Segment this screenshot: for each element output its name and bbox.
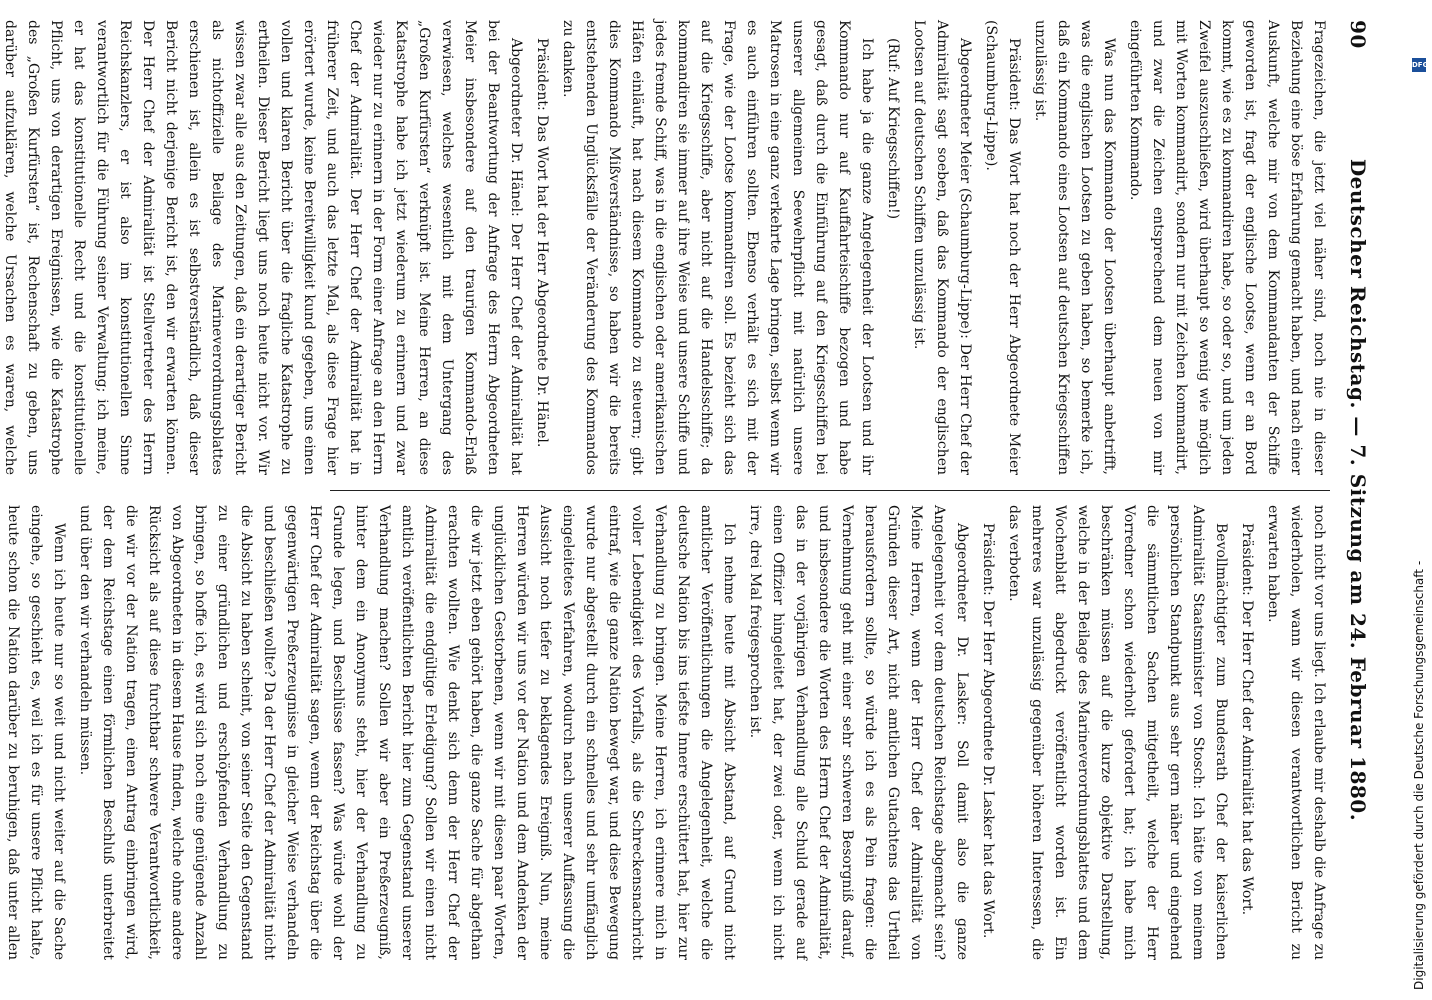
digitization-footer (1408, 61, 1430, 990)
digitization-text: Digitalisierung gefördert durch die Deutsche Forschungsgemeinschaft - (1412, 560, 1426, 990)
paragraph: Wenn ich heute nur so weit und nicht weiter auf die Sache eingehe, so geschieht es, weil ich es für unsere Pflicht halte, heute schon die Nation darüber zu beruhigen, daß unter allen (5, 505, 67, 960)
paragraph: Abgeordneter Dr. Lasker: Soll damit also die ganze Angelegenheit vor dem deutschen Reichstage abgemacht sein? Meine Herren, wenn der Herr Chef der Admiralität von Gründen dieser Art, nicht amtlichen Gutachtens das Urtheil herausfordern sollte, so würde ich es als Pein fragen: die Vernehmung geht mit einer sehr schweren Besorgniß darauf, und insbesondere die Worten des Herrn Chef der Admiralität, das in der vorjährigen Verhandlung alle Schuld gerade auf einen Offizier hingeleitet hat, der zwei oder, wenn ich nicht irre, drei Mal freigesprochen ist. (747, 505, 970, 960)
paragraph: Abgeordneter Dr. Hänel: Der Herr Chef der Admiralität hat bei der Beantwortung der Anfrage des Herrn Abgeordneten Meier insbesondere auf den traurigen Kommando-Erlaß verwiesen, welches wesentlich mit dem Untergang des „Großen Kurfürsten“ verknüpft ist. Meine Herren, an diese Katastrophe habe ich jetzt wiederum zu erinnern und zwar wieder nur zu erinnern in der Form einer Anfrage an den Herrn Chef der Admiralität. Der Herr Chef der Admiralität hat in früherer Zeit, und auch das letzte Mal, als diese Frage hier erörtert wurde, keine Bereitwilligkeit kund gegeben, uns einen vollen und klaren Bericht über die fragliche Katastrophe zu ertheilen. Dieser Bericht liegt uns noch heute nicht vor. Wir wissen zwar alle aus den Zeitungen, daß ein derartiger Bericht als nichtoffizielle Beilage des Marineverordnungsblattes erschienen ist, allein es ist selbstverständlich, daß dieser Bericht nicht derjenige Bericht ist, den wir erwarten können. Der Herr Chef der Admiralität ist Stellvertreter des Herrn Reichskanzlers, er ist also im konstitutionellen Sinne verantwortlich für die Führung seiner Verwaltung; ich meine, er hat das konstitutionelle Recht und die konstitutionelle Pflicht, uns von derartigen Ereignissen, wie die Katastrophe des „Großen Kurfürsten“ ist, Rechenschaft zu geben, uns darüber aufzuklären, welche Ursachen es waren, welche (2, 20, 524, 475)
paragraph: Ich habe ja die ganze Angelegenheit der Lootsen und ihr Kommando nur auf Kauffahrteischiffe bezogen und habe gesagt, daß durch die Einführung auf den Kriegsschiffen bei unserer allgemeinen Seewehrpflicht mit natürlich unsere Matrosen in eine ganz verkehrte Lage bringen, selbst wenn wir es auch einführen sollten. Ebenso verhält es sich mit der Frage, wie der Lootse kommandiren soll. Es bezieht sich das auf die Kriegsschiffe, aber nicht auf die Handelsschiffe; da kommandiren sie immer auf ihre Weise und unsere Schiffe und jedes fremde Schiff, was in die englischen oder amerikanischen Häfen einläuft, hat nach diesem Kommando zu steuern; gibt dies Kommando Mißverständnisse, so haben wir die bereits entstehenden Unglücksfälle der Veränderung des Kommandos zu danken. (560, 20, 875, 475)
column-divider (330, 490, 1330, 491)
left-column (2, 20, 1330, 475)
paragraph: Präsident: Der Herr Chef der Admiralität hat das Wort. (1239, 523, 1255, 916)
dfg-logo-icon (1412, 58, 1429, 72)
paragraph: Was nun das Kommando der Lootsen überhaupt anbetrifft, was die englischen Lootsen zu geben haben, so bemerke ich, daß ein Kommando eines Lootsen auf deutschen Kriegsschiffen unzulässig ist. (1032, 20, 1117, 475)
paragraph: Fragezeichen, die jetzt viel näher sind, noch nie in dieser Beziehung eine böse Erfahrung gemacht haben, und nach einer Auskunft, welche mir von dem Kommandanten der Schiffe geworden ist, fragt der englische Lootse, wenn er an Bord kommt, wie es zu kommandiren habe, so oder so, und um jeden Zweifel auszuschließen, wird überhaupt so wenig wie möglich mit Worten kommandirt, sondern nur mit Zeichen kommandirt, und zwar die Zeichen entsprechend dem neuen von mir eingeführten Kommando. (1127, 20, 1327, 475)
dfg-logo-text: DFG (1412, 61, 1429, 69)
paragraph: (Ruf: Auf Kriegsschiffen!) (885, 38, 901, 220)
right-column (5, 505, 1330, 960)
page-title: Deutscher Reichstag. — 7. Sitzung am 24. Februar 1880. (1346, 158, 1370, 822)
paragraph: Abgeordneter Meier (Schaumburg-Lippe): Der Herr Chef der Admiralität sagt soeben, daß das Kommando der englischen Lootsen auf deutschen Schiffen unzulässig ist. (911, 20, 973, 475)
page-header (1340, 20, 1370, 960)
page-number: 90 (1346, 20, 1370, 49)
paragraph: noch nicht vor uns liegt. Ich erlaube mir deshalb die Anfrage zu wiederholen, wann wir diesen verantwortlichen Bericht zu erwarten haben. (1265, 505, 1327, 960)
paragraph: Präsident: Der Herr Abgeordnete Dr. Lasker hat das Wort. (980, 523, 996, 939)
paragraph: Ich nehme heute mit Absicht Abstand, auf Grund nicht amtlicher Veröffentlichungen die Angelegenheit, welche die deutsche Nation bis ins tiefste Innere erschüttert hat, hier zur Verhandlung zu bringen. Meine Herren, ich erinnere mich in voller Lebendigkeit des Vorfalls, als die Schreckensnachricht eintraf, wie die ganze Nation bewegt war, und diese Bewegung wurde nur abgestellt durch ein schnelles und sehr umfänglich eingeleitetes Verfahren, wodurch nach unserer Auffassung die Aussicht noch tiefer zu beklagendes Ereigniß. Nun, meine Herren würden wir uns vor der Nation und dem Andenken der unglücklichen Gestorbenen, wenn wir mit diesen paar Worten, die wir jetzt eben gehört haben, die ganze Sache für abgethan erachten wollten. Wie denkt sich denn der Herr Chef der Admiralität die endgültige Erledigung? Sollen wir einen nicht amtlich veröffentlichten Bericht hier zum Gegenstand unserer Verhandlung machen? Sollen wir aber ein Preßerzeugniß, hinter dem ein Anonymus steht, hier der Verhandlung zu Grunde legen, und Beschlüsse fassen? Was würde wohl der Herr Chef der Admiralität sagen, wenn der Reichstag über die gegenwärtigen Preßerzeugnisse in gleicher Weise verhandeln und beschließen wollte? Da der Herr Chef der Admiralität nicht die Absicht zu haben scheint, von seiner Seite den Gegenstand zu einer gründlichen und erschöpfenden Verhandlung zu bringen, so hoffe ich, es wird sich noch eine genügende Anzahl von Abgeordneten in diesem Hause finden, welche ohne andere Rücksicht als auf diese furchtbar schwere Verantwortlichkeit, die wir vor der Nation tragen, einen Antrag einbringen wird, der dem Reichstage einen förmlichen Beschluß unterbreitet und über den wir verhandeln müssen. (77, 505, 737, 960)
digitization-credit (1408, 70, 1430, 990)
paragraph: Bevollmächtigter zum Bundesrath Chef der kaiserlichen Admiralität Staatsminister von Stosch: Ich hätte von meinem persönlichen Standpunkt aus sehr gern näher und eingehend die sämmtlichen Sachen mitgetheilt, welche der Herr Vorredner schon wiederholt gefordert hat; ich habe mich beschränken müssen auf die kurze objektive Darstellung, welche in der Beilage des Marineverordnungsblattes und dem Wochenblatt abgedruckt veröffentlicht worden ist. Ein mehreres war unzulässig gegenüber höheren Interessen, die das verboten. (1006, 505, 1229, 960)
paragraph: Präsident: Das Wort hat noch der Herr Abgeordnete Meier (Schaumburg-Lippe). (983, 20, 1022, 475)
paragraph: Präsident: Das Wort hat der Herr Abgeordnete Dr. Hänel. (534, 38, 550, 448)
